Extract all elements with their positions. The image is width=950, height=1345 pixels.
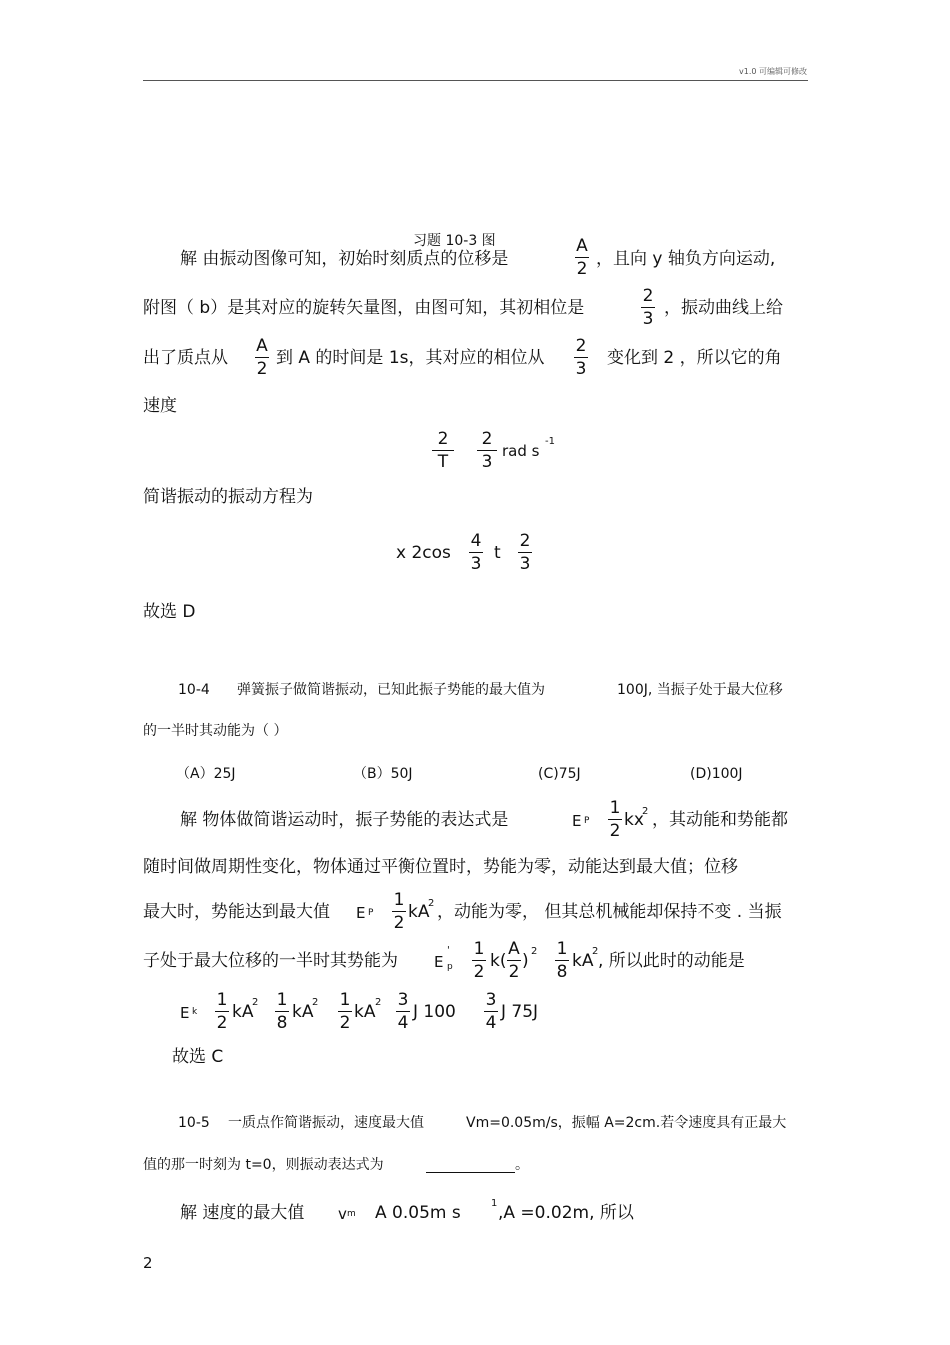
eq2-lead: x 2cos bbox=[396, 543, 451, 563]
fraction-2-over-3 bbox=[574, 336, 588, 379]
p4-exp: 1 bbox=[491, 1198, 498, 1209]
frac-num: 3 bbox=[397, 990, 409, 1010]
fraction-a-over-2 bbox=[575, 236, 589, 279]
fraction-1-over-8 bbox=[555, 939, 569, 982]
q104-number: 10-4 bbox=[178, 682, 210, 698]
frac-num: 1 bbox=[556, 939, 568, 959]
eq3-fraction-3-over-4 bbox=[484, 990, 498, 1033]
fraction-a-over-2 bbox=[255, 336, 269, 379]
p1-line1-a: 解 由振动图像可知，初始时刻质点的位移是 bbox=[180, 249, 509, 269]
eq2-fraction-4-over-3 bbox=[469, 531, 483, 574]
frac-num: A bbox=[256, 336, 268, 356]
frac-num: 1 bbox=[393, 890, 405, 910]
p3-kx-exp: 2 bbox=[642, 806, 649, 817]
p3-ka-exp: 2 bbox=[428, 898, 435, 909]
frac-num: 2 bbox=[642, 286, 654, 306]
frac-den: 8 bbox=[276, 1013, 288, 1033]
eq3-j-100: J 100 bbox=[413, 1002, 456, 1022]
frac-num: 4 bbox=[470, 531, 482, 551]
p4-c: ,A =0.02m, 所以 bbox=[498, 1203, 634, 1223]
frac-den: 8 bbox=[556, 962, 568, 982]
p3-ep3-prime: ' bbox=[447, 945, 450, 956]
q104-option-d: (D)100J bbox=[690, 766, 743, 782]
p3-ka: kA bbox=[408, 902, 430, 922]
p3-line1-a: 解 物体做简谐运动时，振子势能的表达式是 bbox=[180, 810, 509, 830]
q105-line1-b: Vm=0.05m/s，振幅 A=2cm.若令速度具有正最大 bbox=[466, 1115, 787, 1131]
frac-den: 2 bbox=[339, 1013, 351, 1033]
p3-line4-a: 子处于最大位移的一半时其势能为 bbox=[143, 951, 398, 971]
answer-c: 故选 C bbox=[172, 1047, 224, 1067]
p3-kx: kx bbox=[624, 810, 644, 830]
q104-option-b: （B）50J bbox=[353, 766, 413, 782]
p4-v: v bbox=[338, 1205, 347, 1223]
q105-line2-b: 。 bbox=[515, 1157, 529, 1173]
eq3-ek: E bbox=[180, 1004, 190, 1022]
eq3-fraction-1-over-8 bbox=[275, 990, 289, 1033]
p3-ep2: E bbox=[356, 904, 366, 922]
frac-num: 1 bbox=[216, 990, 228, 1010]
eq3-fraction-1-over-2 bbox=[338, 990, 352, 1033]
frac-num: 1 bbox=[473, 939, 485, 959]
frac-num: 3 bbox=[485, 990, 497, 1010]
eq2-t: t bbox=[494, 543, 501, 563]
p4-a: 解 速度的最大值 bbox=[180, 1203, 305, 1223]
frac-num: 1 bbox=[276, 990, 288, 1010]
p3-line3-a: 最大时，势能达到最大值 bbox=[143, 902, 330, 922]
eq3-ka-c-exp: 2 bbox=[375, 997, 382, 1008]
p3-ka2: kA bbox=[572, 951, 594, 971]
p3-ep: E bbox=[572, 812, 582, 830]
q104-line1-a: 弹簧振子做简谐振动，已知此振子势能的最大值为 bbox=[237, 682, 545, 698]
frac-den: 2 bbox=[473, 962, 485, 982]
fraction-2-over-3 bbox=[641, 286, 655, 329]
eq1-exponent: -1 bbox=[545, 436, 555, 447]
fraction-a-over-2 bbox=[507, 939, 521, 982]
fraction-1-over-2 bbox=[392, 890, 406, 933]
p2-text: 简谐振动的振动方程为 bbox=[143, 487, 313, 507]
frac-den: 3 bbox=[575, 359, 587, 379]
p1-line3-a: 出了质点从 bbox=[143, 348, 228, 368]
q104-option-a: （A）25J bbox=[176, 766, 236, 782]
p1-line3-b: 到 A 的时间是 1s，其对应的相位从 bbox=[276, 348, 545, 368]
p3-line2: 随时间做周期性变化，物体通过平衡位置时，势能为零，动能达到最大值；位移 bbox=[143, 857, 738, 877]
q105-number: 10-5 bbox=[178, 1115, 210, 1131]
figure-caption: 习题 10-3 图 bbox=[413, 233, 496, 249]
frac-den: 3 bbox=[642, 309, 654, 329]
frac-num: 1 bbox=[339, 990, 351, 1010]
frac-num: 2 bbox=[481, 429, 493, 449]
eq3-ka-c: kA bbox=[354, 1002, 376, 1022]
p4-v-sub: m bbox=[347, 1209, 356, 1219]
frac-num: A bbox=[508, 939, 520, 959]
frac-den: 3 bbox=[470, 554, 482, 574]
fraction-1-over-2 bbox=[472, 939, 486, 982]
frac-num: 2 bbox=[437, 429, 449, 449]
p3-line1-b: ，其动能和势能都 bbox=[652, 810, 788, 830]
page-number: 2 bbox=[143, 1254, 153, 1272]
p1-line2-a: 附图（ b）是其对应的旋转矢量图，由图可知，其初相位是 bbox=[143, 298, 585, 318]
p3-k-close: ) bbox=[522, 951, 529, 971]
frac-den: T bbox=[437, 452, 449, 472]
p3-k-exp: 2 bbox=[531, 946, 538, 957]
p3-ka2-exp: 2 bbox=[592, 946, 599, 957]
p4-b: A 0.05m s bbox=[375, 1203, 461, 1223]
frac-den: 2 bbox=[393, 913, 405, 933]
frac-num: 2 bbox=[519, 531, 531, 551]
p3-ep2-sub: P bbox=[368, 908, 374, 918]
eq3-ek-sub: k bbox=[192, 1007, 198, 1017]
eq1-unit: rad s bbox=[502, 442, 540, 460]
frac-den: 3 bbox=[519, 554, 531, 574]
q105-line2-a: 值的那一时刻为 t=0，则振动表达式为 bbox=[143, 1157, 384, 1173]
frac-num: 1 bbox=[609, 798, 621, 818]
p3-ep-sub: P bbox=[584, 816, 590, 826]
answer-d: 故选 D bbox=[143, 602, 196, 622]
p1-line4: 速度 bbox=[143, 396, 177, 416]
p3-ep3: E bbox=[434, 953, 444, 971]
p1-line1-b: ，且向 y 轴负方向运动, bbox=[596, 249, 776, 269]
q104-line2: 的一半时其动能为（ ） bbox=[143, 723, 288, 739]
eq3-ka-b-exp: 2 bbox=[312, 997, 319, 1008]
frac-den: 2 bbox=[508, 962, 520, 982]
p3-ep3-sub: p bbox=[447, 962, 453, 972]
eq3-j-75j: J 75J bbox=[501, 1002, 539, 1022]
q104-option-c: (C)75J bbox=[538, 766, 581, 782]
p3-line3-b: ，动能为零， 但其总机械能却保持不变 . 当振 bbox=[437, 902, 782, 922]
eq1-fraction-2-over-3 bbox=[477, 429, 497, 472]
eq2-fraction-2-over-3 bbox=[518, 531, 532, 574]
frac-den: 4 bbox=[485, 1013, 497, 1033]
frac-den: 4 bbox=[397, 1013, 409, 1033]
frac-num: A bbox=[576, 236, 588, 256]
p1-line3-c: 变化到 2 ，所以它的角 bbox=[607, 348, 782, 368]
frac-num: 2 bbox=[575, 336, 587, 356]
fraction-1-over-2 bbox=[608, 798, 622, 841]
eq3-ka-a-exp: 2 bbox=[252, 997, 259, 1008]
answer-blank[interactable] bbox=[426, 1156, 515, 1173]
eq3-fraction-3-over-4 bbox=[396, 990, 410, 1033]
frac-den: 2 bbox=[216, 1013, 228, 1033]
frac-den: 3 bbox=[481, 452, 493, 472]
frac-den: 2 bbox=[576, 259, 588, 279]
frac-den: 2 bbox=[609, 821, 621, 841]
header-rule bbox=[143, 80, 808, 81]
p1-line2-b: ，振动曲线上给 bbox=[664, 298, 783, 318]
eq3-ka-b: kA bbox=[292, 1002, 314, 1022]
q104-line1-b: 100J, 当振子处于最大位移 bbox=[617, 682, 783, 698]
eq1-fraction-2-over-t bbox=[432, 429, 454, 472]
p3-k-open: k( bbox=[490, 951, 507, 971]
header-version: v1.0 可编辑可修改 bbox=[739, 67, 807, 76]
eq3-fraction-1-over-2 bbox=[215, 990, 229, 1033]
eq3-ka-a: kA bbox=[232, 1002, 254, 1022]
q105-line1-a: 一质点作简谐振动，速度最大值 bbox=[228, 1115, 424, 1131]
p3-line4-b: , 所以此时的动能是 bbox=[598, 951, 745, 971]
frac-den: 2 bbox=[256, 359, 268, 379]
